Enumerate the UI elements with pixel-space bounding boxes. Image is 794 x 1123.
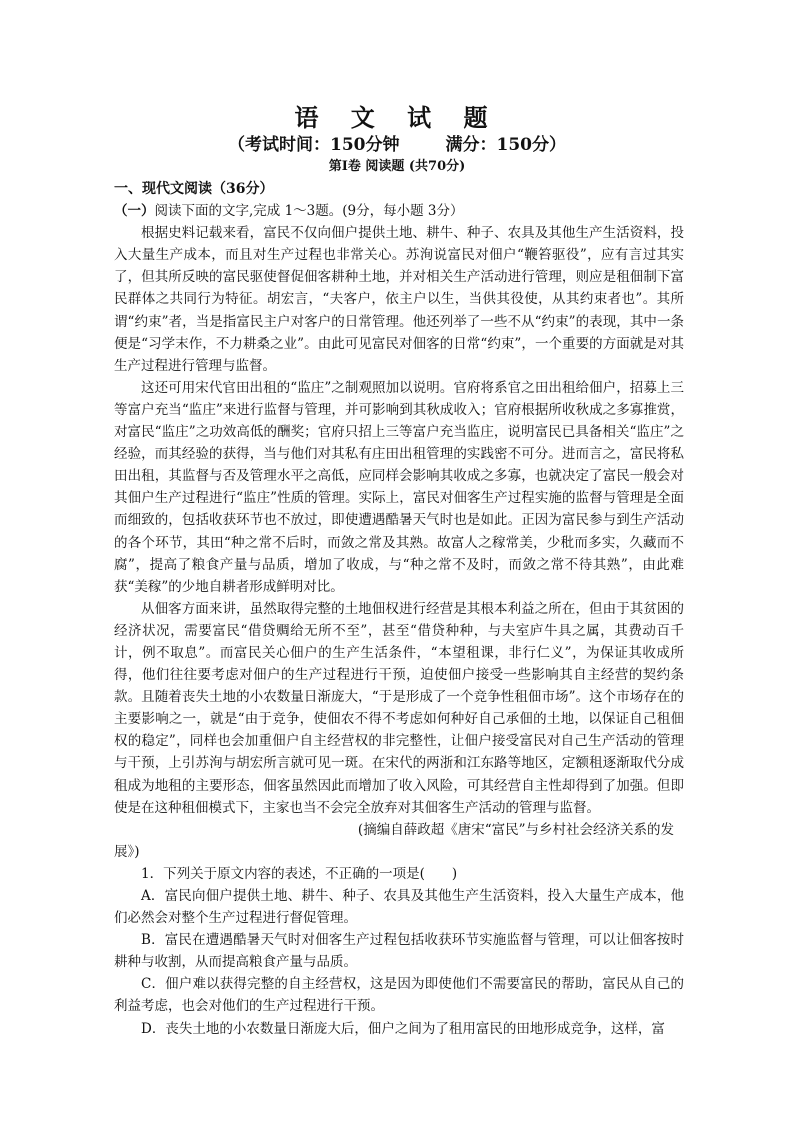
question-1-option-b: B．富民在遭遇酷暑天气时对佃客生产过程包括收获环节实施监督与管理，可以让佃客按时耕种与收割，从而提高粮食产量与品质。 (114, 932, 684, 971)
subpart-instruction: 阅读下面的文字,完成 1～3题。(9分，每小题 3分） (154, 203, 464, 220)
exam-score: 满分：150分） (445, 135, 566, 155)
exam-title: 语 文 试 题 (294, 103, 500, 132)
passage-paragraph-1: 根据史料记载来看，富民不仅向佃户提供土地、耕牛、种子、农具及其他生产生活资料，投入大量生产成本，而且对生产过程也非常关心。苏洵说富民对佃户“鞭笞驱役”，应有言过其实了，但其所反映的富民驱使督促佃客耕种土地，并对相关生产活动进行管理，则应是租佃制下富民群体之共同行为特征。胡宏言，“夫客户，依主户以生，当供其役使，从其约束者也”。其所谓“约束”者，当是指富民主户对客户的日常管理。他还列举了一些不从“约束”的表现，其中一条便是“习学末作，不力耕桑之业”。由此可见富民对佃客的日常“约束”，一个重要的方面就是对其生产过程进行管理与监督。 (114, 225, 684, 374)
section-heading: 第Ⅰ卷 阅读题 (共70分) (328, 159, 466, 174)
exam-subtitle (0, 130, 794, 155)
question-1-stem: 1．下列关于原文内容的表述，不正确的一项是( ) (141, 865, 458, 882)
subpart-heading (114, 200, 684, 222)
subpart-number: （一） (114, 203, 155, 220)
exam-content (114, 178, 684, 1040)
passage-paragraph-3: 从佃客方面来讲，虽然取得完整的土地佃权进行经营是其根本利益之所在，但由于其贫困的经济状况，需要富民“借贷赒给无所不至”，甚至“借贷种种，与夫室庐牛具之属，其费动百千计，例不取息”。而富民关心佃户的生产生活条件，“本望租课，非行仁义”，为保证其收成所得，他们往往要考虑对佃户的生产过程进行干预，迫使佃户接受一些影响其自主经营的契约条款。且随着丧失土地的小农数量日渐庞大，“于是形成了一个竞争性租佃市场”。这个市场存在的主要影响之一，就是“由于竞争，使佃农不得不考虑如何种好自己承佃的土地，以保证自己租佃权的稳定”，同样也会加重佃户自主经营权的非完整性，让佃户接受富民对自己生产活动的管理与干预，上引苏洵与胡宏所言就可见一斑。在宋代的两浙和江东路等地区，定额租逐渐取代分成租成为地租的主要形态，佃客虽然因此而增加了收入风险，可其经营自主性却得到了加强。但即使是在这种租佃模式下，主家也当不会完全放弃对其佃客生产活动的管理与监督。 (114, 600, 684, 816)
part-heading: 一、现代文阅读（36分） (114, 181, 274, 197)
question-1-option-d: D．丧失土地的小农数量日渐庞大后，佃户之间为了租用富民的田地形成竞争，这样，富 (141, 1020, 665, 1037)
question-1-option-c: C．佃户难以获得完整的自主经营权，这是因为即使他们不需要富民的帮助，富民从自己的利益考虑，也会对他们的生产过程进行干预。 (114, 976, 685, 1015)
passage-paragraph-2: 这还可用宋代官田出租的“监庄”之制观照加以说明。官府将系官之田出租给佃户，招募上三等富户充当“监庄”来进行监督与管理，并可影响到其秋成收入；官府根据所收秋成之多寡推赏，对富民“监庄”之功效高低的酬奖；官府只招上三等富户充当监庄，说明富民已具备相关“监庄”之经验，而其经验的获得，当与他们对其私有庄田出租管理的实践密不可分。进而言之，富民将私田出租，其监督与否及管理水平之高低，应同样会影响其收成之多寡，也就决定了富民一般会对其佃户生产过程进行“监庄”性质的管理。实际上，富民对佃客生产过程实施的监督与管理是全面而细致的，包括收获环节也不放过，即使遭遇酷暑天气时也是如此。正因为富民参与到生产活动的各个环节，其田“种之常不后时，而敛之常及其熟。故富人之稼常美，少秕而多实，久藏而不腐”，提高了粮食产量与品质，增加了收成，与“种之常不及时，而敛之常不待其熟”，由此难获“美稼”的少地自耕者形成鲜明对比。 (114, 379, 684, 595)
passage-source-cont: 展》) (114, 843, 140, 860)
passage-source: (摘编自薛政超《唐宋“富民”与乡村社会经济关系的发 (357, 821, 674, 838)
exam-time: （考试时间：150分钟 (228, 135, 400, 155)
question-1-option-a: A．富民向佃户提供土地、耕牛、种子、农具及其他生产生活资料，投入大量生产成本，他们必然会对整个生产过程进行督促管理。 (114, 888, 684, 927)
